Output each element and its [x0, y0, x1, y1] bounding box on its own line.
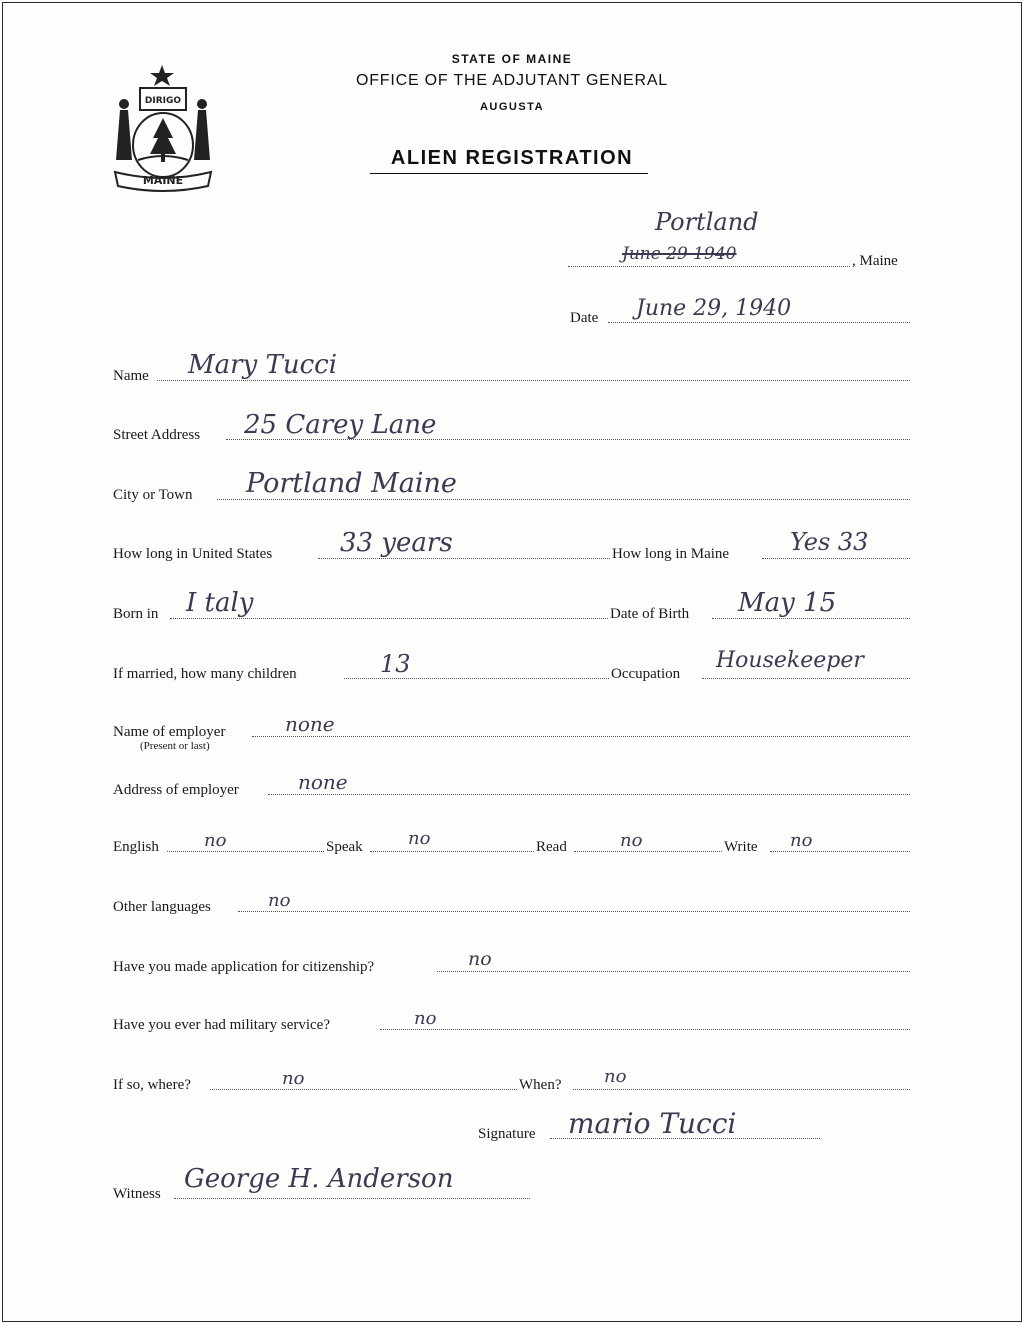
when-label: When? [519, 1077, 562, 1093]
children-value: 13 [380, 650, 411, 678]
other-languages-line [238, 911, 910, 912]
military-value: no [414, 1008, 437, 1029]
page-border [2, 2, 1022, 1322]
speak-line [370, 851, 534, 852]
military-label: Have you ever had military service? [113, 1017, 330, 1033]
write-label: Write [724, 839, 758, 855]
street-value: 25 Carey Lane [244, 410, 437, 440]
employer-address-label: Address of employer [113, 782, 239, 798]
dob-label: Date of Birth [610, 606, 690, 622]
employer-address-line [268, 794, 910, 795]
citizenship-label: Have you made application for citizenship? [113, 959, 375, 975]
city-value: Portland Maine [246, 468, 457, 499]
other-languages-value: no [268, 890, 291, 911]
date-line [608, 322, 910, 323]
svg-text:MAINE: MAINE [142, 174, 184, 187]
place-line [568, 266, 850, 267]
born-value: I taly [186, 588, 254, 618]
citizenship-value: no [468, 948, 492, 970]
maine-duration-label: How long in Maine [612, 546, 730, 562]
employer-name-value: none [285, 712, 335, 736]
employer-address-value: none [298, 770, 348, 794]
born-label: Born in [113, 606, 159, 622]
title-underline [370, 173, 648, 174]
office-heading: OFFICE OF THE ADJUTANT GENERAL [355, 72, 669, 89]
state-heading: STATE OF MAINE [451, 52, 573, 66]
signature-value: mario Tucci [568, 1107, 737, 1140]
where-line [210, 1089, 517, 1090]
occupation-line [702, 678, 910, 679]
signature-label: Signature [478, 1126, 536, 1142]
children-line [344, 678, 609, 679]
city-line [217, 499, 910, 500]
date-value: June 29, 1940 [636, 296, 792, 321]
english-value: no [204, 830, 227, 851]
name-value: Mary Tucci [188, 350, 338, 380]
maine-duration-line [762, 558, 910, 559]
other-languages-label: Other languages [113, 899, 211, 915]
street-label: Street Address [113, 427, 201, 443]
name-label: Name [113, 368, 149, 384]
employer-name-label: Name of employer [113, 724, 226, 740]
witness-line [174, 1198, 530, 1199]
where-value: no [282, 1068, 305, 1089]
read-value: no [620, 830, 643, 851]
employer-name-line [252, 736, 910, 737]
citizenship-line [437, 971, 910, 972]
witness-label: Witness [113, 1186, 161, 1202]
dob-line [712, 618, 910, 619]
place-value: Portland [655, 208, 759, 236]
date-label: Date [570, 310, 599, 326]
write-line [770, 851, 910, 852]
occupation-label: Occupation [611, 666, 681, 682]
dob-value: May 15 [738, 588, 837, 618]
children-label: If married, how many children [113, 666, 297, 682]
us-duration-value: 33 years [340, 528, 453, 558]
read-line [574, 851, 722, 852]
witness-value: George H. Anderson [184, 1164, 454, 1194]
us-duration-line [318, 558, 610, 559]
maine-label: , Maine [852, 253, 898, 269]
military-line [380, 1029, 910, 1030]
read-label: Read [536, 839, 567, 855]
english-label: English [113, 839, 159, 855]
city-label: City or Town [113, 487, 193, 503]
employer-name-sublabel: (Present or last) [140, 740, 210, 752]
speak-value: no [408, 828, 431, 849]
svg-text:DIRIGO: DIRIGO [144, 96, 182, 106]
struck-date: June 29 1940 [622, 244, 737, 264]
english-line [167, 851, 324, 852]
born-line [170, 618, 608, 619]
when-value: no [604, 1066, 627, 1087]
us-duration-label: How long in United States [113, 546, 273, 562]
name-line [157, 380, 910, 381]
write-value: no [790, 830, 813, 851]
speak-label: Speak [326, 839, 363, 855]
where-label: If so, where? [113, 1077, 191, 1093]
city-heading: AUGUSTA [479, 101, 545, 113]
form-title: ALIEN REGISTRATION [390, 147, 634, 169]
maine-duration-value: Yes 33 [790, 528, 869, 556]
occupation-value: Housekeeper [716, 648, 864, 673]
when-line [573, 1089, 910, 1090]
